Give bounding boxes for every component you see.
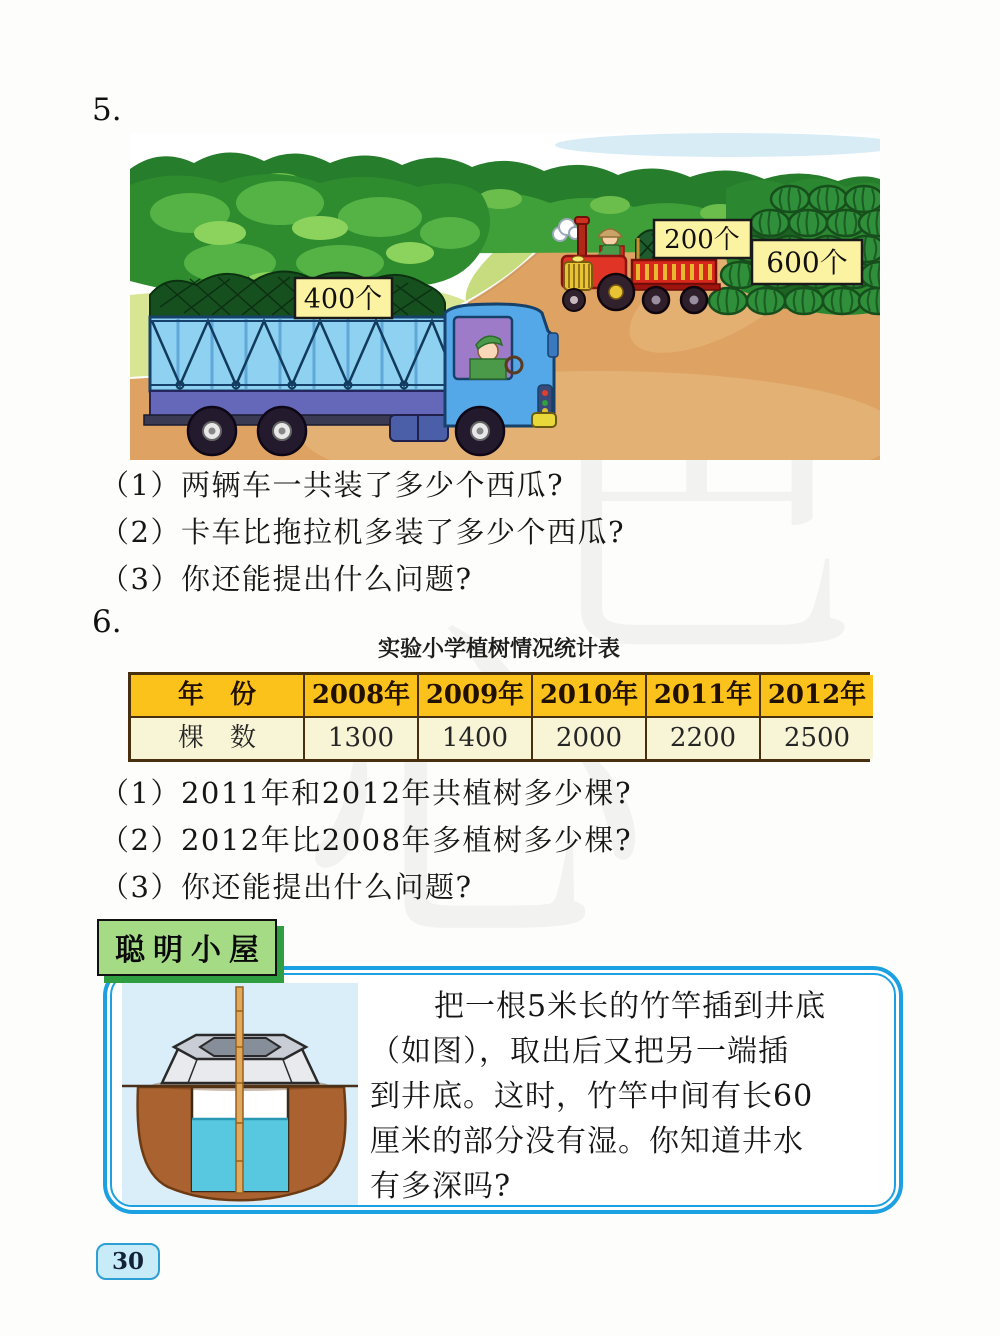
page-number-badge (96, 1243, 160, 1280)
table-cell: 2000 (531, 718, 645, 759)
truck-count-tag (295, 278, 392, 318)
table-header-cell: 2011年 (645, 675, 759, 718)
question: （2）卡车比拖拉机多装了多少个西瓜? (100, 515, 625, 549)
smart-box-text (370, 984, 826, 1207)
text-line: 把一根5米长的竹竿插到井底 (434, 989, 827, 1024)
tractor-count-label: 200个 (664, 225, 740, 255)
table-header-cell: 年 份 (131, 675, 303, 718)
table-cell: 2200 (645, 718, 759, 759)
page-number: 30 (111, 1248, 144, 1275)
smart-box-title: 聪明小屋 (97, 919, 277, 976)
text-line: （如图），取出后又把另一端插 (370, 1034, 789, 1069)
tree-planting-table (128, 632, 870, 762)
question: （2）2012年比2008年多植树多少棵? (100, 823, 633, 857)
table-header-cell: 2008年 (303, 675, 417, 718)
well-illustration (122, 983, 358, 1205)
tractor-count-tag (654, 220, 751, 258)
table-title: 实验小学植树情况统计表 (377, 637, 620, 662)
pile-count-tag (752, 240, 862, 284)
text-line: 到井底。这时，竹竿中间有长60 (370, 1079, 814, 1114)
problem5-number: 5. (92, 92, 122, 128)
table-cell: 1300 (303, 718, 417, 759)
truck-count-label: 400个 (303, 284, 383, 315)
question: （3）你还能提出什么问题? (100, 562, 473, 596)
table-header-cell: 2010年 (531, 675, 645, 718)
smart-box-inner (110, 973, 896, 1207)
table-cell: 1400 (417, 718, 531, 759)
problem5-illustration (130, 133, 880, 460)
table-cell: 2500 (759, 718, 873, 759)
text-line: 厘米的部分没有湿。你知道井水 (370, 1124, 804, 1159)
problem6-questions (100, 770, 632, 911)
question: （3）你还能提出什么问题? (100, 870, 473, 904)
problem6-number: 6. (92, 604, 122, 640)
question: （1）两辆车一共装了多少个西瓜? (100, 468, 564, 502)
table-header-cell: 2012年 (759, 675, 873, 718)
smart-box (103, 966, 903, 1214)
text-line: 有多深吗? (370, 1169, 512, 1204)
table-cell: 棵 数 (131, 718, 303, 759)
question: （1）2011年和2012年共植树多少棵? (100, 776, 633, 810)
table-header-cell: 2009年 (417, 675, 531, 718)
bamboo-pole (236, 987, 243, 1193)
pile-count-label: 600个 (766, 246, 848, 279)
problem5-questions (100, 462, 625, 603)
